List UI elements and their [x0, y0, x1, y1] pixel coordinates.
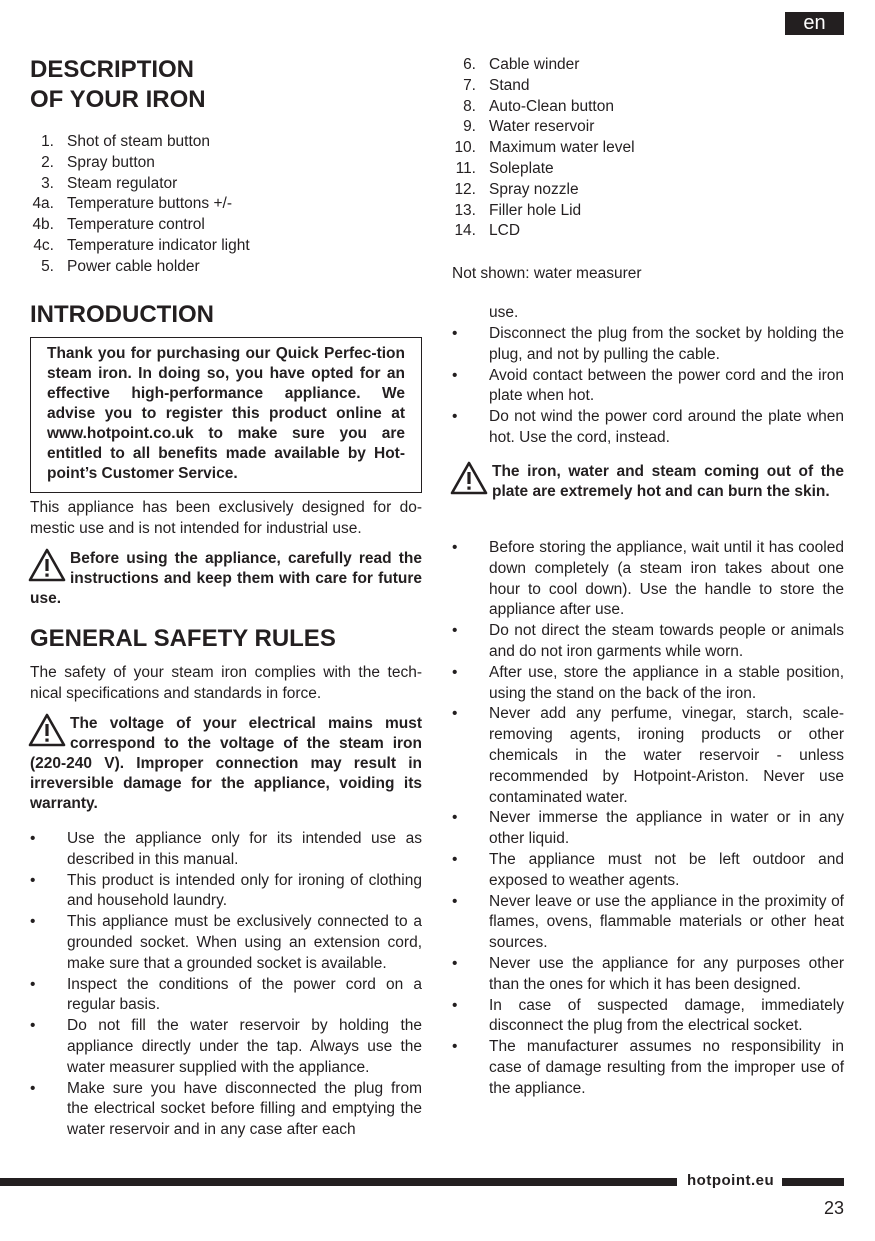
not-shown-note: Not shown: water measurer	[452, 265, 642, 282]
bullet-icon: •	[452, 408, 458, 426]
list-item	[30, 174, 250, 195]
list-item-label: Temperature indicator light	[67, 236, 250, 254]
list-item	[452, 97, 635, 118]
description-title-line2: OF YOUR IRON	[30, 86, 206, 113]
bullet-icon: •	[452, 325, 458, 342]
introduction-warning-text: Before using the appliance, carefully read the instructions and keep them with care for future use.	[30, 550, 422, 607]
bullet-item	[452, 996, 844, 1038]
bullet-text: Never leave or use the appliance in the proximity of flames, ovens, flammable materials or other heat sources.	[489, 892, 844, 952]
bullet-text: Disconnect the plug from the socket by holding the plug, and not by pulling the cable.	[489, 325, 844, 363]
bullet-item	[30, 912, 422, 974]
bullet-item	[452, 324, 844, 366]
bullet-text: Before storing the appliance, wait until it has cooled down completely (a steam iron takes about one hour to cool down). Use the handle to store the appliance after use.	[489, 539, 844, 619]
warning-icon	[28, 548, 66, 582]
bullet-icon: •	[452, 663, 458, 681]
list-item-number: 1.	[41, 133, 54, 150]
list-item-number: 6.	[463, 56, 476, 73]
list-item-label: LCD	[489, 222, 521, 240]
bullet-text: This product is intended only for ironing of clothing and household laundry.	[67, 871, 422, 910]
brand-logo: hotpoint.eu	[687, 1172, 775, 1189]
bullet-icon: •	[30, 1079, 36, 1097]
voltage-warning	[30, 714, 422, 814]
list-item	[452, 201, 635, 222]
list-item-number: 8.	[463, 97, 476, 115]
voltage-warning-text: The voltage of your electrical mains must correspond to the voltage of the steam iron (220-240 V). Improper connection may result in irreversible damage for the appliance, voiding its warranty.	[30, 715, 422, 812]
bullet-icon: •	[452, 892, 458, 910]
bullet-text: This appliance must be exclusively connected to a grounded socket. When using an extension cord, make sure that a grounded socket is available.	[67, 913, 422, 972]
list-item-number: 4a.	[32, 195, 54, 213]
warning-icon	[450, 461, 488, 495]
list-item-number: 13.	[454, 201, 476, 219]
bullet-icon: •	[452, 1038, 458, 1056]
introduction-warning	[30, 549, 422, 609]
safety-paragraph: The safety of your steam iron complies with the tech-nical specifications and standards in force.	[30, 664, 422, 702]
introduction-box: Thank you for purchasing our Quick Perfec-tion steam iron. In doing so, you have opted for an effective high-performance appliance. We advise you to register this product online at www.hotpoint.co.uk to make sure you are entitled to all benefits made available by Hot-point’s Customer Service.	[30, 337, 422, 493]
list-item-number: 4b.	[32, 216, 54, 234]
bullet-text: In case of suspected damage, immediately disconnect the plug from the electrical socket.	[489, 996, 844, 1035]
bullet-icon: •	[30, 871, 36, 889]
bullet-item	[452, 407, 844, 449]
bullet-icon: •	[452, 705, 458, 723]
bullet-icon: •	[30, 830, 36, 847]
bullet-item	[452, 621, 844, 663]
bullet-text: Do not wind the power cord around the plate when hot. Use the cord, instead.	[489, 408, 844, 446]
bullet-item	[452, 1037, 844, 1099]
list-item	[30, 215, 250, 236]
bullet-icon: •	[452, 850, 458, 868]
introduction-title: INTRODUCTION	[30, 301, 214, 328]
continuation-text: use.	[489, 304, 519, 321]
list-item	[452, 180, 635, 201]
list-item-number: 5.	[41, 257, 54, 275]
hot-warning	[452, 462, 844, 502]
bullet-text: The appliance must not be left outdoor and exposed to weather agents.	[489, 850, 844, 889]
list-item-label: Auto-Clean button	[489, 97, 614, 115]
list-item-label: Water reservoir	[489, 118, 595, 136]
bullet-icon: •	[30, 975, 36, 993]
list-item-number: 9.	[463, 118, 476, 136]
list-item-label: Cable winder	[489, 56, 580, 73]
bullet-text: Never immerse the appliance in water or in any other liquid.	[489, 809, 844, 848]
list-item-number: 10.	[454, 139, 476, 157]
bullet-text: Make sure you have disconnected the plug from the electrical socket before filling and emptying the water reservoir and in any case after each	[67, 1079, 422, 1139]
list-item	[30, 257, 250, 278]
list-item-label: Stand	[489, 76, 530, 94]
bullet-text: After use, store the appliance in a stable position, using the stand on the back of the iron.	[489, 663, 844, 702]
bullet-icon: •	[452, 366, 458, 384]
bullet-item	[452, 704, 844, 808]
list-item-number: 11.	[455, 159, 476, 177]
list-item	[452, 76, 635, 97]
list-item-label: Shot of steam button	[67, 133, 211, 150]
bullet-item	[452, 954, 844, 996]
page-number: 23	[823, 1198, 844, 1218]
bullet-icon: •	[452, 622, 458, 640]
list-item	[30, 194, 250, 215]
safety-bullets-right-a	[452, 324, 844, 449]
list-item	[30, 132, 250, 153]
list-item-label: Maximum water level	[489, 139, 635, 157]
list-item-number: 4c.	[33, 236, 54, 254]
bullet-item	[30, 829, 422, 871]
list-item-label: Power cable holder	[67, 257, 200, 275]
footer-bar-right	[782, 1178, 844, 1186]
list-item-label: Temperature buttons +/-	[67, 195, 232, 213]
list-item	[452, 55, 635, 76]
list-item	[452, 221, 635, 242]
language-tab: en	[785, 12, 844, 35]
list-item	[452, 159, 635, 180]
bullet-icon: •	[30, 913, 36, 931]
list-item-number: 2.	[41, 153, 54, 171]
list-item	[30, 236, 250, 257]
bullet-item	[30, 1079, 422, 1141]
bullet-item	[452, 663, 844, 705]
bullet-item	[452, 892, 844, 954]
bullet-icon: •	[452, 996, 458, 1014]
bullet-item	[30, 975, 422, 1017]
bullet-text: Never use the appliance for any purposes other than the ones for which it has been designed.	[489, 954, 844, 993]
bullet-text: The manufacturer assumes no responsibility in case of damage resulting from the improper use of the appliance.	[489, 1038, 844, 1097]
list-item	[452, 138, 635, 159]
list-item-label: Filler hole Lid	[489, 201, 582, 219]
safety-bullets-left	[30, 829, 422, 1141]
bullet-item	[30, 871, 422, 913]
bullet-text: Do not fill the water reservoir by holding the appliance directly under the tap. Always use the water measurer supplied with the appliance.	[67, 1017, 422, 1076]
bullet-text: Never add any perfume, vinegar, starch, scale-removing agents, ironing products or other chemicals in the water reservoir - unless recommended by Hotpoint-Ariston. Never use contaminated water.	[489, 705, 844, 806]
list-item-label: Spray nozzle	[489, 180, 579, 198]
list-item-number: 12.	[454, 180, 476, 198]
footer-bar-left	[0, 1178, 677, 1186]
bullet-item	[452, 850, 844, 892]
list-item-label: Temperature control	[67, 216, 205, 234]
bullet-icon: •	[452, 809, 458, 827]
bullet-item	[452, 808, 844, 850]
parts-list-right	[452, 55, 635, 242]
list-item-number: 3.	[41, 174, 54, 192]
list-item	[452, 117, 635, 138]
list-item-label: Soleplate	[489, 159, 554, 177]
warning-icon	[28, 713, 66, 747]
bullet-text: Use the appliance only for its intended use as described in this manual.	[67, 830, 422, 868]
list-item	[30, 153, 250, 174]
description-title	[30, 55, 206, 115]
list-item-label: Steam regulator	[67, 174, 178, 192]
safety-title: GENERAL SAFETY RULES	[30, 625, 336, 652]
bullet-icon: •	[452, 954, 458, 972]
hot-warning-text: The iron, water and steam coming out of the plate are extremely hot and can burn the skin.	[492, 463, 844, 500]
bullet-item	[452, 538, 844, 621]
bullet-text: Inspect the conditions of the power cord on a regular basis.	[67, 975, 422, 1014]
list-item-number: 7.	[463, 76, 476, 94]
bullet-text: Avoid contact between the power cord and the iron plate when hot.	[489, 366, 844, 405]
bullet-item	[452, 366, 844, 408]
bullet-text: Do not direct the steam towards people or animals and do not iron garments while worn.	[489, 622, 844, 660]
bullet-icon: •	[452, 539, 458, 556]
list-item-number: 14.	[454, 222, 476, 240]
safety-bullets-right-b	[452, 538, 844, 1100]
bullet-item	[30, 1016, 422, 1078]
description-title-line1: DESCRIPTION	[30, 56, 195, 83]
bullet-icon: •	[30, 1017, 36, 1035]
parts-list-left	[30, 132, 250, 278]
introduction-paragraph: This appliance has been exclusively designed for do-mestic use and is not intended for industrial use.	[30, 499, 422, 537]
list-item-label: Spray button	[67, 153, 155, 171]
